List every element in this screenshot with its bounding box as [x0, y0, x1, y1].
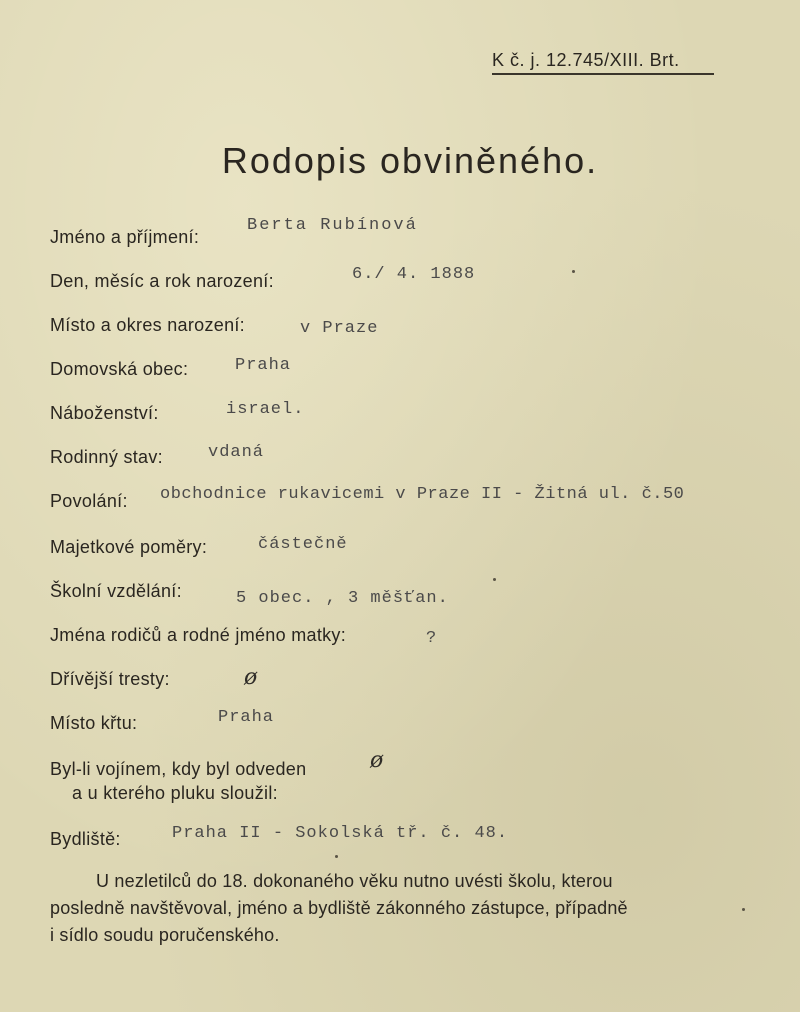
- baptism-place-label: Místo křtu:: [50, 713, 138, 733]
- paper-speck: [335, 855, 338, 858]
- occupation-value: obchodnice rukavicemi v Praze II - Žitná ul. č.50: [160, 485, 685, 504]
- military-label-line2: a u kterého pluku sloužil:: [72, 783, 278, 803]
- military-value: ø: [370, 748, 385, 773]
- marital-status-label: Rodinný stav:: [50, 447, 163, 467]
- residence-value: Praha II - Sokolská tř. č. 48.: [172, 824, 509, 843]
- minors-note-line2: posledně navštěvoval, jméno a bydliště zákonného zástupce, případně: [50, 898, 628, 918]
- paper-speck: [742, 908, 745, 911]
- minors-note-line3: i sídlo soudu poručenského.: [50, 925, 280, 945]
- property-label: Majetkové poměry:: [50, 537, 208, 557]
- education-label: Školní vzdělání:: [50, 581, 182, 601]
- birth-place-label: Místo a okres narození:: [50, 315, 245, 335]
- prior-sentences-value: ø: [244, 665, 259, 690]
- occupation-label: Povolání:: [50, 491, 128, 511]
- religion-value: israel.: [226, 400, 305, 419]
- home-municipality-label: Domovská obec:: [50, 359, 189, 379]
- military-label-line1: Byl-li vojínem, kdy byl odveden: [50, 759, 307, 779]
- paper-speck: [572, 270, 575, 273]
- property-value: částečně: [258, 535, 348, 554]
- parents-label: Jména rodičů a rodné jméno matky:: [50, 625, 347, 645]
- parents-value: ?: [426, 629, 438, 648]
- baptism-place-value: Praha: [218, 708, 275, 727]
- religion-label: Náboženství:: [50, 403, 159, 423]
- prior-sentences-label: Dřívější tresty:: [50, 669, 170, 689]
- marital-status-value: vdaná: [208, 443, 265, 462]
- birth-place-value: v Praze: [300, 319, 379, 338]
- birth-date-label: Den, měsíc a rok narození:: [50, 271, 274, 291]
- education-value: 5 obec. , 3 měšťan.: [236, 589, 449, 608]
- home-municipality-value: Praha: [235, 356, 292, 375]
- reference-number: K č. j. 12.745/XIII. Brt.: [492, 50, 714, 75]
- minors-note-line1: U nezletilců do 18. dokonaného věku nutno uvésti školu, kterou: [96, 871, 613, 891]
- paper-speck: [493, 578, 496, 581]
- birth-date-value: 6./ 4. 1888: [352, 265, 476, 284]
- name-label: Jméno a příjmení:: [50, 227, 200, 247]
- page-title: Rodopis obviněného.: [221, 140, 599, 181]
- minors-note: [50, 868, 730, 949]
- residence-label: Bydliště:: [50, 829, 121, 849]
- name-value: Berta Rubínová: [247, 216, 418, 235]
